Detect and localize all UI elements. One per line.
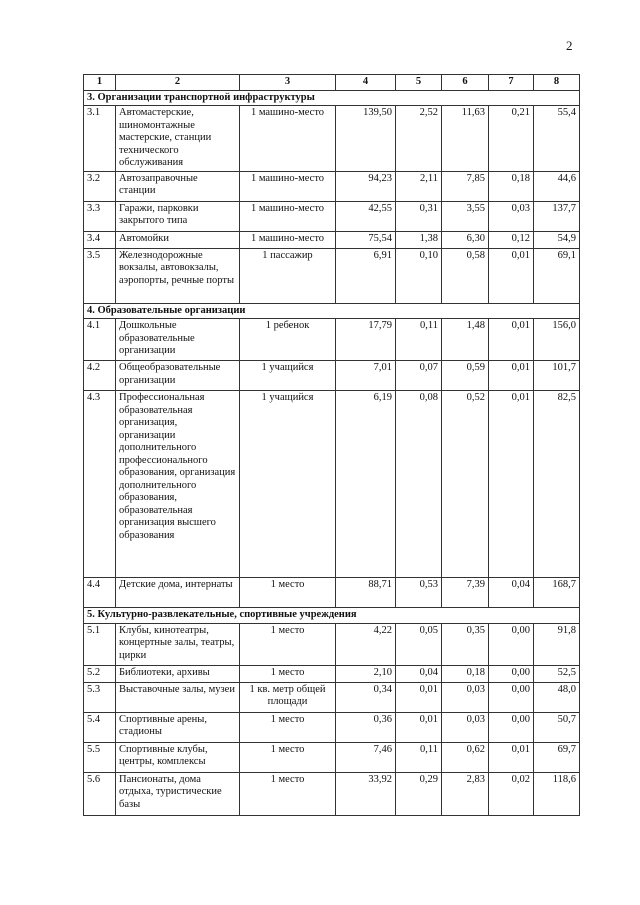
- row-code: 4.3: [84, 391, 116, 578]
- row-code: 3.5: [84, 248, 116, 303]
- row-code: 3.1: [84, 106, 116, 172]
- table-row: [84, 106, 580, 172]
- row-value-7: 0,00: [489, 712, 534, 742]
- row-code: 3.3: [84, 201, 116, 231]
- row-value-7: 0,03: [489, 201, 534, 231]
- row-unit: 1 место: [240, 742, 336, 772]
- row-value-4: 4,22: [336, 623, 396, 665]
- row-value-5: 0,11: [396, 319, 442, 361]
- row-code: 5.6: [84, 772, 116, 815]
- row-name: Железнодорожные вокзалы, автовокзалы, аэропорты, речные порты: [116, 248, 240, 303]
- row-name: Спортивные клубы, центры, комплексы: [116, 742, 240, 772]
- table-row: [84, 391, 580, 578]
- row-name: Профессиональная образовательная организация, организации дополнительного профессионального образования, организация дополнительного образования, образовательная организация высшего образования: [116, 391, 240, 578]
- column-number: 3: [240, 75, 336, 91]
- row-value-8: 137,7: [534, 201, 580, 231]
- row-unit: 1 машино-место: [240, 106, 336, 172]
- row-value-8: 156,0: [534, 319, 580, 361]
- page-number: 2: [566, 38, 573, 53]
- row-value-5: 0,53: [396, 578, 442, 608]
- row-value-4: 139,50: [336, 106, 396, 172]
- row-value-4: 6,19: [336, 391, 396, 578]
- row-value-6: 7,39: [442, 578, 489, 608]
- row-value-5: 0,07: [396, 361, 442, 391]
- section-header-row: [84, 608, 580, 624]
- row-unit: 1 учащийся: [240, 391, 336, 578]
- row-value-6: 0,58: [442, 248, 489, 303]
- row-unit: 1 место: [240, 578, 336, 608]
- row-value-8: 50,7: [534, 712, 580, 742]
- row-code: 5.1: [84, 623, 116, 665]
- row-value-7: 0,12: [489, 231, 534, 248]
- table-body: [84, 75, 580, 816]
- row-value-7: 0,02: [489, 772, 534, 815]
- table-row: [84, 231, 580, 248]
- row-value-4: 7,01: [336, 361, 396, 391]
- row-value-5: 2,11: [396, 171, 442, 201]
- row-value-6: 0,62: [442, 742, 489, 772]
- column-number: 8: [534, 75, 580, 91]
- column-number: 6: [442, 75, 489, 91]
- row-name: Библиотеки, архивы: [116, 665, 240, 682]
- row-value-5: 0,05: [396, 623, 442, 665]
- row-value-5: 1,38: [396, 231, 442, 248]
- section-title: 5. Культурно-развлекательные, спортивные учреждения: [84, 608, 580, 624]
- row-code: 4.4: [84, 578, 116, 608]
- row-value-4: 0,34: [336, 682, 396, 712]
- row-code: 5.4: [84, 712, 116, 742]
- row-name: Спортивные арены, стадионы: [116, 712, 240, 742]
- row-unit: 1 пассажир: [240, 248, 336, 303]
- table-row: [84, 171, 580, 201]
- table-row: [84, 665, 580, 682]
- row-unit: 1 место: [240, 665, 336, 682]
- row-value-6: 0,35: [442, 623, 489, 665]
- row-value-8: 168,7: [534, 578, 580, 608]
- row-value-7: 0,01: [489, 361, 534, 391]
- table-row: [84, 361, 580, 391]
- row-value-5: 0,01: [396, 712, 442, 742]
- row-name: Дошкольные образовательные организации: [116, 319, 240, 361]
- row-value-8: 48,0: [534, 682, 580, 712]
- row-code: 4.2: [84, 361, 116, 391]
- row-value-8: 69,7: [534, 742, 580, 772]
- column-number-row: [84, 75, 580, 91]
- row-unit: 1 место: [240, 712, 336, 742]
- table-row: [84, 682, 580, 712]
- row-value-6: 3,55: [442, 201, 489, 231]
- row-value-8: 118,6: [534, 772, 580, 815]
- row-value-6: 0,59: [442, 361, 489, 391]
- row-code: 5.3: [84, 682, 116, 712]
- row-value-8: 91,8: [534, 623, 580, 665]
- row-value-7: 0,21: [489, 106, 534, 172]
- row-value-6: 0,52: [442, 391, 489, 578]
- row-value-5: 0,10: [396, 248, 442, 303]
- table-row: [84, 772, 580, 815]
- row-value-7: 0,00: [489, 665, 534, 682]
- row-unit: 1 учащийся: [240, 361, 336, 391]
- row-value-7: 0,18: [489, 171, 534, 201]
- table-row: [84, 201, 580, 231]
- row-name: Выставочные залы, музеи: [116, 682, 240, 712]
- row-name: Детские дома, интернаты: [116, 578, 240, 608]
- column-number: 1: [84, 75, 116, 91]
- row-unit: 1 машино-место: [240, 201, 336, 231]
- row-value-6: 2,83: [442, 772, 489, 815]
- row-value-8: 55,4: [534, 106, 580, 172]
- row-value-4: 2,10: [336, 665, 396, 682]
- row-value-7: 0,04: [489, 578, 534, 608]
- row-value-6: 7,85: [442, 171, 489, 201]
- row-value-5: 0,04: [396, 665, 442, 682]
- row-value-4: 7,46: [336, 742, 396, 772]
- row-value-5: 0,08: [396, 391, 442, 578]
- row-name: Автозаправочные станции: [116, 171, 240, 201]
- row-value-4: 75,54: [336, 231, 396, 248]
- row-value-8: 44,6: [534, 171, 580, 201]
- section-title: 3. Организации транспортной инфраструктуры: [84, 90, 580, 106]
- row-unit: 1 кв. метр общей площади: [240, 682, 336, 712]
- table-row: [84, 623, 580, 665]
- row-value-7: 0,01: [489, 742, 534, 772]
- row-value-7: 0,01: [489, 319, 534, 361]
- table-row: [84, 578, 580, 608]
- row-unit: 1 место: [240, 623, 336, 665]
- row-value-8: 54,9: [534, 231, 580, 248]
- row-unit: 1 место: [240, 772, 336, 815]
- row-value-5: 0,29: [396, 772, 442, 815]
- section-header-row: [84, 90, 580, 106]
- row-value-6: 0,03: [442, 712, 489, 742]
- row-value-5: 0,11: [396, 742, 442, 772]
- row-value-4: 6,91: [336, 248, 396, 303]
- row-value-6: 0,18: [442, 665, 489, 682]
- row-value-5: 0,31: [396, 201, 442, 231]
- row-value-6: 1,48: [442, 319, 489, 361]
- row-value-6: 6,30: [442, 231, 489, 248]
- table-row: [84, 319, 580, 361]
- row-value-4: 17,79: [336, 319, 396, 361]
- row-value-8: 82,5: [534, 391, 580, 578]
- row-code: 3.2: [84, 171, 116, 201]
- row-name: Пансионаты, дома отдыха, туристические базы: [116, 772, 240, 815]
- row-value-4: 94,23: [336, 171, 396, 201]
- table-row: [84, 742, 580, 772]
- row-value-7: 0,01: [489, 248, 534, 303]
- row-unit: 1 ребенок: [240, 319, 336, 361]
- row-value-6: 0,03: [442, 682, 489, 712]
- row-unit: 1 машино-место: [240, 231, 336, 248]
- row-value-8: 101,7: [534, 361, 580, 391]
- row-unit: 1 машино-место: [240, 171, 336, 201]
- row-value-5: 2,52: [396, 106, 442, 172]
- row-name: Гаражи, парковки закрытого типа: [116, 201, 240, 231]
- row-value-7: 0,00: [489, 623, 534, 665]
- row-code: 3.4: [84, 231, 116, 248]
- row-code: 5.5: [84, 742, 116, 772]
- section-title: 4. Образовательные организации: [84, 303, 580, 319]
- indicators-table: [83, 74, 580, 816]
- row-value-8: 69,1: [534, 248, 580, 303]
- row-value-7: 0,01: [489, 391, 534, 578]
- column-number: 7: [489, 75, 534, 91]
- section-header-row: [84, 303, 580, 319]
- row-name: Клубы, кинотеатры, концертные залы, театры, цирки: [116, 623, 240, 665]
- row-value-7: 0,00: [489, 682, 534, 712]
- row-name: Автомойки: [116, 231, 240, 248]
- row-value-4: 0,36: [336, 712, 396, 742]
- column-number: 5: [396, 75, 442, 91]
- row-value-5: 0,01: [396, 682, 442, 712]
- row-name: Общеобразовательные организации: [116, 361, 240, 391]
- row-value-6: 11,63: [442, 106, 489, 172]
- row-value-8: 52,5: [534, 665, 580, 682]
- table-row: [84, 712, 580, 742]
- column-number: 4: [336, 75, 396, 91]
- column-number: 2: [116, 75, 240, 91]
- row-code: 4.1: [84, 319, 116, 361]
- row-value-4: 33,92: [336, 772, 396, 815]
- row-value-4: 42,55: [336, 201, 396, 231]
- table-row: [84, 248, 580, 303]
- row-name: Автомастерские, шиномонтажные мастерские, станции технического обслуживания: [116, 106, 240, 172]
- row-code: 5.2: [84, 665, 116, 682]
- row-value-4: 88,71: [336, 578, 396, 608]
